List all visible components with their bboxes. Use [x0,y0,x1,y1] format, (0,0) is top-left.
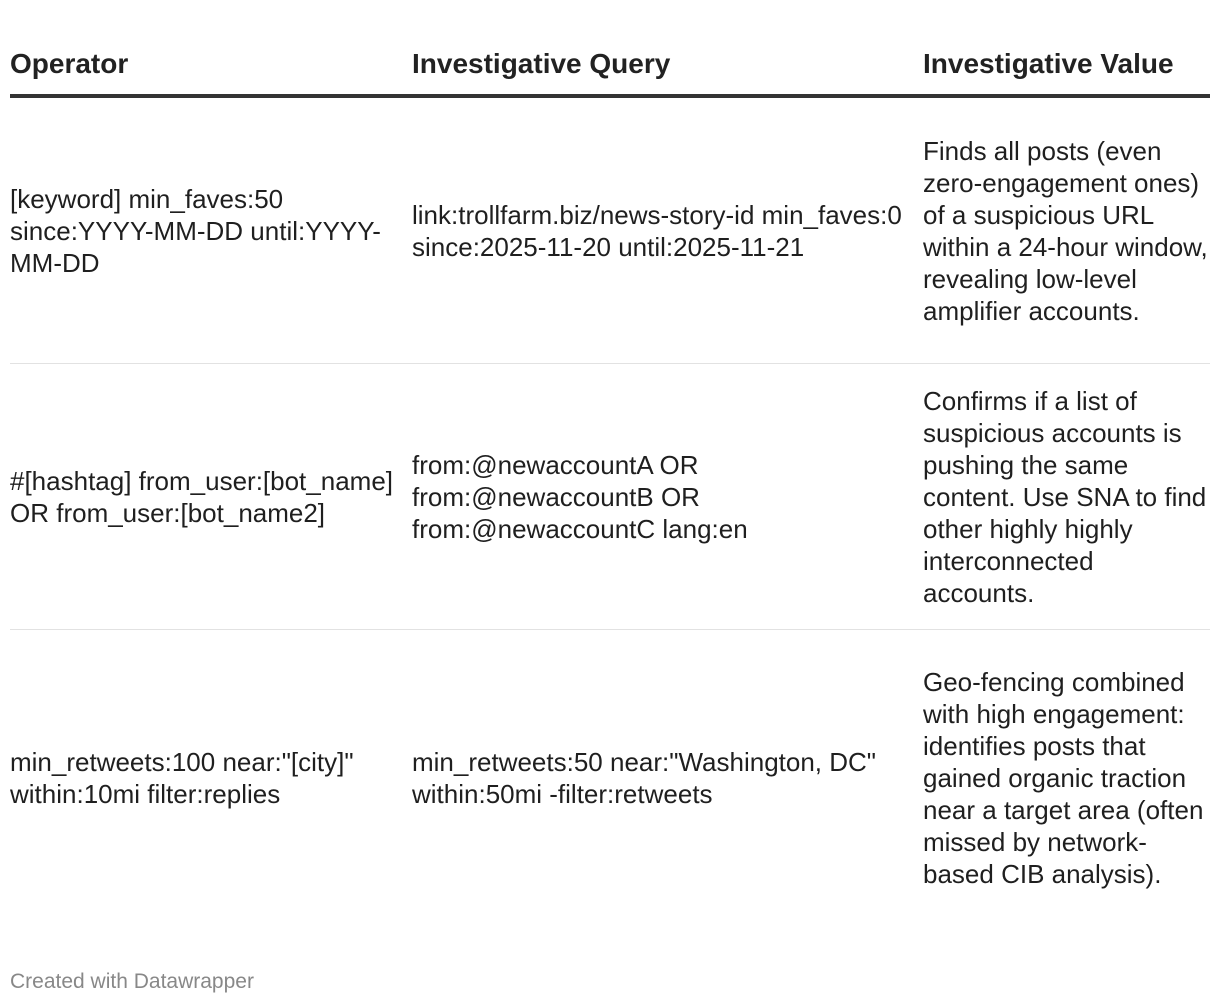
value-cell: Confirms if a list of suspicious accounts is pushing the same content. Use SNA to find other highly highly interconnected accounts. [923,385,1207,608]
operator-cell: min_retweets:100 near:"[city]" within:10mi filter:replies [10,746,354,809]
data-table [10,40,1210,925]
value-cell: Geo-fencing combined with high engagement: identifies posts that gained organic traction near a target area (often missed by network-based CIB analysis). [923,666,1204,889]
value-cell: Finds all posts (even zero-engagement ones) of a suspicious URL within a 24-hour window, revealing low-level amplifier accounts. [923,135,1208,326]
query-cell: link:trollfarm.biz/news-story-id min_faves:0 since:2025-11-20 until:2025-11-21 [412,199,902,262]
column-header-value: Investigative Value [923,48,1174,79]
table-row [10,630,1210,925]
table-row [10,98,1210,364]
table-header [10,40,1210,98]
column-header-query: Investigative Query [412,48,671,79]
query-cell: from:@newaccountA OR from:@newaccountB OR from:@newaccountC lang:en [412,449,748,544]
table-row [10,364,1210,630]
operator-cell: [keyword] min_faves:50 since:YYYY-MM-DD until:YYYY-MM-DD [10,183,381,278]
column-header-operator: Operator [10,48,129,79]
operator-cell: #[hashtag] from_user:[bot_name] OR from_user:[bot_name2] [10,465,394,528]
query-cell: min_retweets:50 near:"Washington, DC" within:50mi -filter:retweets [412,746,877,809]
datawrapper-credit: Created with Datawrapper [10,970,254,993]
